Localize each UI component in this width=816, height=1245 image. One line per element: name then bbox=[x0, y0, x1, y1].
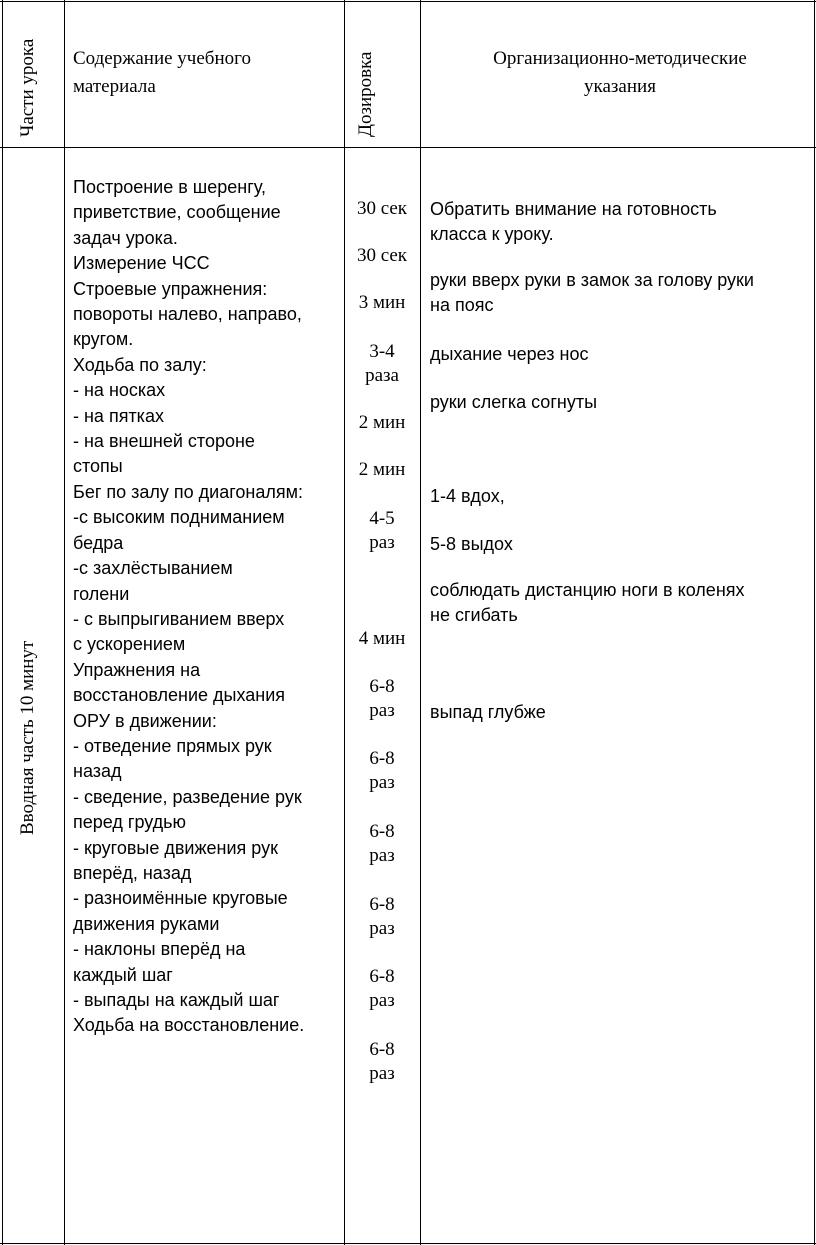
dosage-entry bbox=[345, 197, 419, 221]
guidance-line: на пояс bbox=[430, 295, 494, 315]
dosage-entry bbox=[345, 627, 419, 651]
table-border-left bbox=[2, 0, 3, 1245]
dosage-entry bbox=[345, 507, 419, 555]
content-line: - наклоны вперёд на bbox=[73, 939, 246, 960]
content-column bbox=[73, 175, 341, 1039]
header-content bbox=[73, 45, 251, 101]
dosage-line: раз bbox=[369, 990, 395, 1011]
content-line: Измерение ЧСС bbox=[73, 253, 210, 274]
content-line: назад bbox=[73, 761, 122, 782]
content-line: - разноимённые круговые bbox=[73, 888, 288, 909]
content-line: Строевые упражнения: bbox=[73, 278, 268, 299]
guidance-line: руки слегка согнуты bbox=[430, 392, 598, 412]
dosage-line: 6-8 bbox=[369, 676, 395, 697]
dosage-line: 3-4 bbox=[369, 341, 395, 362]
content-line: - сведение, разведение рук bbox=[73, 786, 302, 807]
dosage-line: 4 мин bbox=[358, 628, 406, 649]
guidance-note bbox=[430, 484, 810, 509]
guidance-note bbox=[430, 268, 810, 318]
content-line: Ходьба по залу: bbox=[73, 354, 207, 375]
dosage-line: раз bbox=[369, 1063, 395, 1084]
dosage-entry bbox=[345, 965, 419, 1013]
content-line: ОРУ в движении: bbox=[73, 710, 217, 731]
content-line: - на внешней стороне bbox=[73, 431, 255, 452]
table-border-bottom bbox=[0, 1243, 816, 1244]
content-line: стопы bbox=[73, 456, 123, 477]
header-guidance-line: указания bbox=[584, 76, 656, 97]
content-line: движения руками bbox=[73, 913, 220, 934]
content-line: Упражнения на bbox=[73, 659, 201, 680]
header-content-line: материала bbox=[73, 76, 156, 97]
guidance-note bbox=[430, 342, 810, 367]
content-line: - на пятках bbox=[73, 405, 164, 426]
guidance-line: не сгибать bbox=[430, 605, 518, 625]
dosage-entry bbox=[345, 458, 419, 482]
column-divider-1 bbox=[64, 0, 65, 1245]
guidance-note bbox=[430, 197, 810, 247]
content-line: приветствие, сообщение bbox=[73, 202, 281, 223]
header-row-divider bbox=[0, 147, 816, 148]
dosage-line: 30 сек bbox=[356, 245, 408, 266]
content-line: Бег по залу по диагоналям: bbox=[73, 481, 304, 502]
guidance-line: 5-8 выдох bbox=[430, 534, 513, 554]
guidance-line: руки вверх руки в замок за голову руки bbox=[430, 270, 754, 290]
content-line: - на носках bbox=[73, 380, 166, 401]
dosage-entry bbox=[345, 340, 419, 388]
dosage-line: 4-5 bbox=[369, 508, 395, 529]
content-line: бедра bbox=[73, 532, 124, 553]
content-line: задач урока. bbox=[73, 227, 178, 248]
dosage-line: 30 сек bbox=[356, 198, 408, 219]
guidance-note bbox=[430, 532, 810, 557]
dosage-line: раз bbox=[369, 918, 395, 939]
header-guidance-line: Организационно-методические bbox=[493, 48, 747, 69]
dosage-line: 2 мин bbox=[358, 459, 406, 480]
header-guidance bbox=[425, 45, 815, 101]
header-content-line: Содержание учебного bbox=[73, 48, 251, 69]
dosage-line: 6-8 bbox=[369, 748, 395, 769]
content-line: вперёд, назад bbox=[73, 862, 192, 883]
table-border-top bbox=[0, 1, 816, 2]
content-line: - выпады на каждый шаг bbox=[73, 990, 280, 1010]
content-line: повороты налево, направо, bbox=[73, 304, 302, 325]
dosage-entry bbox=[345, 747, 419, 795]
dosage-line: раз bbox=[369, 772, 395, 793]
content-line: голени bbox=[73, 583, 130, 604]
content-line: -с высоким подниманием bbox=[73, 507, 285, 528]
dosage-line: 6-8 bbox=[369, 821, 395, 842]
dosage-line: 6-8 bbox=[369, 894, 395, 915]
guidance-line: 1-4 вдох, bbox=[430, 486, 505, 506]
guidance-note bbox=[430, 700, 810, 725]
guidance-note bbox=[430, 390, 810, 415]
dosage-entry bbox=[345, 411, 419, 435]
dosage-line: раз bbox=[369, 532, 395, 553]
content-line: перед грудью bbox=[73, 812, 187, 833]
content-line: - круговые движения рук bbox=[73, 837, 278, 858]
guidance-line: дыхание через нос bbox=[430, 344, 589, 364]
dosage-entry bbox=[345, 820, 419, 868]
guidance-note bbox=[430, 578, 810, 628]
guidance-line: класса к уроку. bbox=[430, 224, 554, 244]
table-border-right bbox=[814, 0, 815, 1245]
dosage-line: 3 мин bbox=[358, 292, 406, 313]
content-line: с ускорением bbox=[73, 634, 186, 655]
dosage-entry bbox=[345, 1038, 419, 1086]
header-dosage: Дозировка bbox=[355, 51, 376, 137]
content-line: - с выпрыгиванием вверх bbox=[73, 608, 285, 629]
dosage-line: 2 мин bbox=[358, 412, 406, 433]
dosage-entry bbox=[345, 675, 419, 723]
dosage-line: раз bbox=[369, 700, 395, 721]
header-parts: Части урока bbox=[17, 38, 38, 137]
content-line: восстановление дыхания bbox=[73, 685, 286, 706]
dosage-line: раза bbox=[365, 365, 399, 386]
dosage-entry bbox=[345, 291, 419, 315]
content-line: кругом. bbox=[73, 329, 134, 350]
dosage-line: раз bbox=[369, 845, 395, 866]
guidance-line: соблюдать дистанцию ноги в коленях bbox=[430, 580, 745, 600]
guidance-line: Обратить внимание на готовность bbox=[430, 199, 717, 219]
dosage-entry bbox=[345, 893, 419, 941]
content-line: Ходьба на восстановление. bbox=[73, 1015, 305, 1036]
dosage-line: 6-8 bbox=[369, 966, 395, 987]
section-part-label: Вводная часть 10 минут bbox=[17, 640, 38, 835]
guidance-line: выпад глубже bbox=[430, 702, 546, 722]
content-line: - отведение прямых рук bbox=[73, 735, 272, 756]
content-line: -с захлёстыванием bbox=[73, 558, 233, 579]
dosage-line: 6-8 bbox=[369, 1039, 395, 1060]
column-divider-3 bbox=[420, 0, 421, 1245]
content-line: Построение в шеренгу, bbox=[73, 177, 266, 197]
dosage-entry bbox=[345, 244, 419, 268]
content-line: каждый шаг bbox=[73, 964, 173, 985]
